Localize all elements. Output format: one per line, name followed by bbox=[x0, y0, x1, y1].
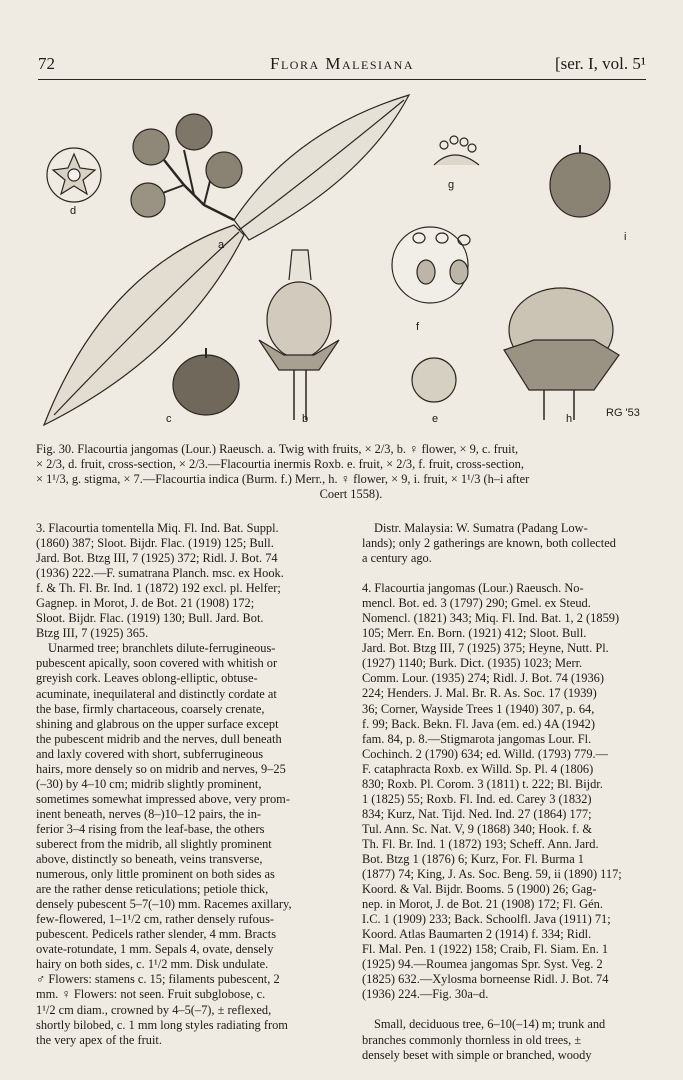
text-line: greyish cork. Leaves oblong-elliptic, obtuse- bbox=[36, 671, 258, 686]
text-line: few-flowered, 1–1¹/2 cm, rather densely rufous- bbox=[36, 912, 275, 927]
figure-caption bbox=[36, 442, 666, 502]
text-line: (1936) 222.—F. sumatrana Planch. msc. ex Hook. bbox=[36, 566, 284, 581]
botanical-illustration bbox=[34, 90, 654, 430]
text-line: are the rather dense reticulations; petiole thick, bbox=[36, 882, 269, 897]
text-line: the pubescent midrib and the nerves, dull beneath bbox=[36, 731, 282, 746]
text-line: above, distinctly so beneath, veins transverse, bbox=[36, 852, 263, 867]
text-line: inent beneath, nerves (8–)10–12 pairs, the in- bbox=[36, 806, 262, 821]
text-line: sometimes somewhat impressed above, very prom- bbox=[36, 791, 290, 806]
text-line: suberect from the midrib, all slightly prominent bbox=[36, 836, 272, 851]
text-line: (1936) 224.—Fig. 30a–d. bbox=[362, 987, 489, 1002]
fruit-drawing bbox=[173, 348, 239, 415]
text-line: acuminate, inequilateral and distinctly cordate at bbox=[36, 686, 277, 701]
indica-flower-drawing bbox=[504, 288, 619, 420]
text-line: f. 99; Back. Bekn. Fl. Java (em. ed.) 4A (1942) bbox=[362, 716, 595, 731]
text-line: Jard. Bot. Btzg III, 7 (1925) 372; Ridl. J. Bot. 74 bbox=[36, 551, 278, 566]
figure-label-g: g bbox=[448, 179, 455, 191]
fruit-cross-section-drawing bbox=[47, 148, 101, 202]
paragraph-gap bbox=[362, 566, 664, 581]
caption-line: Coert 1558). bbox=[319, 487, 383, 502]
text-line: mencl. Bot. ed. 3 (1797) 290; Gmel. ex Steud. bbox=[362, 596, 591, 611]
female-flower-drawing bbox=[259, 250, 339, 420]
text-line: Sloot. Bijdr. Flac. (1919) 130; Bull. Jard. Bot. bbox=[36, 611, 264, 626]
text-line: shortly bilobed, c. 1 mm long styles radiating from bbox=[36, 1017, 288, 1032]
text-line: lands); only 2 gatherings are known, both collected bbox=[362, 536, 616, 551]
text-line: Tul. Ann. Sc. Nat. V, 9 (1868) 340; Hook. f. & bbox=[362, 821, 593, 836]
paragraph-gap bbox=[362, 1002, 664, 1017]
fruit-inermis-drawing bbox=[412, 358, 456, 402]
text-line: ♂ Flowers: stamens c. 15; filaments pubescent, 2 bbox=[36, 972, 280, 987]
text-line: F. cataphracta Roxb. ex Willd. Sp. Pl. 4 (1806) bbox=[362, 761, 594, 776]
text-line: (1860) 387; Sloot. Bijdr. Flac. (1919) 125; Bull. bbox=[36, 536, 274, 551]
figure-label-a: a bbox=[218, 239, 225, 251]
text-line: fam. 84, p. 8.—Stigmarota jangomas Lour. Fl. bbox=[362, 731, 592, 746]
text-line: Jard. Bot. Btzg III, 7 (1925) 375; Heyne, Nutt. Pl. bbox=[362, 641, 609, 656]
text-line: a century ago. bbox=[362, 551, 432, 566]
text-line: ovate-rotundate, 1 mm. Sepals 4, ovate, densely bbox=[36, 942, 274, 957]
text-line: densely beset with simple or branched, woody bbox=[362, 1047, 592, 1062]
text-line: (1925) 94.—Roumea jangomas Spr. Syst. Veg. 2 bbox=[362, 957, 603, 972]
text-line: f. & Th. Fl. Br. Ind. 1 (1872) 192 excl. pl. Helfer; bbox=[36, 581, 281, 596]
caption-line: × 2/3, d. fruit, cross-section, × 2/3.—Flacourtia inermis Roxb. e. fruit, × 2/3, f. fruit, cross-section, bbox=[36, 457, 524, 472]
text-line: Distr. Malaysia: W. Sumatra (Padang Low- bbox=[374, 521, 588, 535]
text-line: 4. Flacourtia jangomas (Lour.) Raeusch. No- bbox=[362, 581, 584, 596]
text-line: pubescent apically, soon covered with whitish or bbox=[36, 656, 278, 671]
text-line: Cochinch. 2 (1790) 634; ed. Willd. (1793) 779.— bbox=[362, 746, 609, 761]
text-line: 1¹/2 cm diam., crowned by 4–5(–7), ± reflexed, bbox=[36, 1002, 272, 1017]
text-line: 105; Merr. En. Born. (1921) 412; Sloot. Bull. bbox=[362, 626, 587, 641]
figure-label-i: i bbox=[624, 231, 627, 243]
text-line: 36; Corner, Wayside Trees 1 (1940) 307, p. 64, bbox=[362, 701, 595, 716]
figure-label-b: b bbox=[302, 413, 309, 425]
text-line: (1877) 74; King, J. As. Soc. Beng. 59, ii (1890) 117; bbox=[362, 867, 622, 882]
text-line: densely pubescent 5–7(–10) mm. Racemes axillary, bbox=[36, 897, 292, 912]
text-line: Koord. & Val. Bijdr. Booms. 5 (1900) 26; Gag- bbox=[362, 882, 597, 897]
fruit-indica-drawing bbox=[550, 145, 610, 217]
text-line: Nomencl. (1821) 343; Miq. Fl. Ind. Bat. 1, 2 (1859) bbox=[362, 611, 620, 626]
text-line: nep. in Morot, J. de Bot. 21 (1908) 172; Fl. Gén. bbox=[362, 897, 603, 912]
text-line: numerous, only little prominent on both sides as bbox=[36, 867, 275, 882]
text-line: the very apex of the fruit. bbox=[36, 1032, 162, 1047]
text-line: Th. Fl. Br. Ind. 1 (1872) 193; Scheff. Ann. Jard. bbox=[362, 836, 599, 851]
text-line: Gagnep. in Morot, J. de Bot. 21 (1908) 172; bbox=[36, 596, 255, 611]
series-volume: [ser. I, vol. 5¹ bbox=[554, 54, 646, 73]
text-line: branches commonly thornless in old trees, ± bbox=[362, 1032, 582, 1047]
text-line: hairs, more densely so on midrib and nerves, 9–25 bbox=[36, 761, 286, 776]
page-number: 72 bbox=[38, 54, 55, 73]
text-line: (1825) 632.—Xylosma borneense Ridl. J. Bot. 74 bbox=[362, 972, 609, 987]
text-line: Fl. Mal. Pen. 1 (1922) 158; Craib, Fl. Siam. En. 1 bbox=[362, 942, 609, 957]
text-line: mm. ♀ Flowers: not seen. Fruit subglobose, c. bbox=[36, 987, 266, 1002]
text-line: hairy on both sides, c. 1¹/2 mm. Disk undulate. bbox=[36, 957, 269, 972]
text-line: 3. Flacourtia tomentella Miq. Fl. Ind. Bat. Suppl. bbox=[36, 521, 279, 535]
caption-line: Fig. 30. Flacourtia jangomas (Lour.) Raeusch. a. Twig with fruits, × 2/3, b. ♀ flower, × 9, c. fruit, bbox=[36, 442, 519, 456]
text-line: shining and glabrous on the upper surface except bbox=[36, 716, 279, 731]
header-rule bbox=[38, 79, 646, 80]
text-line: Bot. Btzg 1 (1876) 6; Kurz, For. Fl. Burma 1 bbox=[362, 851, 584, 866]
text-line: Btzg III, 7 (1925) 365. bbox=[36, 626, 149, 641]
text-line: (–30) by 4–10 cm; midrib slightly prominent, bbox=[36, 776, 262, 791]
text-line: I.C. 1 (1909) 233; Back. Schoolfl. Java (1911) 71; bbox=[362, 912, 611, 927]
text-line: Comm. Lour. (1935) 274; Ridl. J. Bot. 74 (1936) bbox=[362, 671, 604, 686]
text-line: Koord. Atlas Baumarten 2 (1914) f. 334; Ridl. bbox=[362, 927, 592, 942]
text-line: ferior 3–4 rising from the leaf-base, the others bbox=[36, 821, 265, 836]
right-column bbox=[362, 521, 664, 1063]
left-column bbox=[36, 521, 338, 1048]
text-line: Small, deciduous tree, 6–10(–14) m; trunk and bbox=[374, 1017, 606, 1032]
figure-label-h: h bbox=[566, 413, 573, 425]
cross-section-inermis-drawing bbox=[392, 227, 470, 303]
figure-label-c: c bbox=[166, 413, 172, 425]
text-line: the base, firmly chartaceous, coarsely crenate, bbox=[36, 701, 265, 716]
figure-label-d: d bbox=[70, 205, 77, 217]
stigma-drawing bbox=[434, 136, 479, 165]
text-line: 224; Henders. J. Mal. Br. R. As. Soc. 17 (1939) bbox=[362, 686, 597, 701]
text-line: and laxly covered with short, subferrugineous bbox=[36, 746, 264, 761]
text-line: 834; Kurz, Nat. Tijd. Ned. Ind. 27 (1864) 177; bbox=[362, 806, 592, 821]
text-line: pubescent. Pedicels rather slender, 4 mm. Bracts bbox=[36, 927, 277, 942]
figure-label-f: f bbox=[416, 321, 420, 333]
artist-signature: RG '53 bbox=[606, 407, 640, 419]
running-title: Flora Malesiana bbox=[270, 54, 414, 73]
caption-line: × 1¹/3, g. stigma, × 7.—Flacourtia indica (Burm. f.) Merr., h. ♀ flower, × 9, i. fruit, × 1¹/3 (h–i after bbox=[36, 472, 530, 487]
text-line: Unarmed tree; branchlets dilute-ferrugineous- bbox=[48, 641, 276, 656]
text-line: 1 (1825) 55; Roxb. Fl. Ind. ed. Carey 3 (1832) bbox=[362, 791, 592, 806]
text-line: (1927) 1140; Burk. Dict. (1935) 1023; Merr. bbox=[362, 656, 583, 671]
figure-label-e: e bbox=[432, 413, 439, 425]
text-line: 830; Roxb. Pl. Corom. 3 (1811) t. 222; Bl. Bijdr. bbox=[362, 776, 603, 791]
page-header bbox=[38, 54, 646, 78]
